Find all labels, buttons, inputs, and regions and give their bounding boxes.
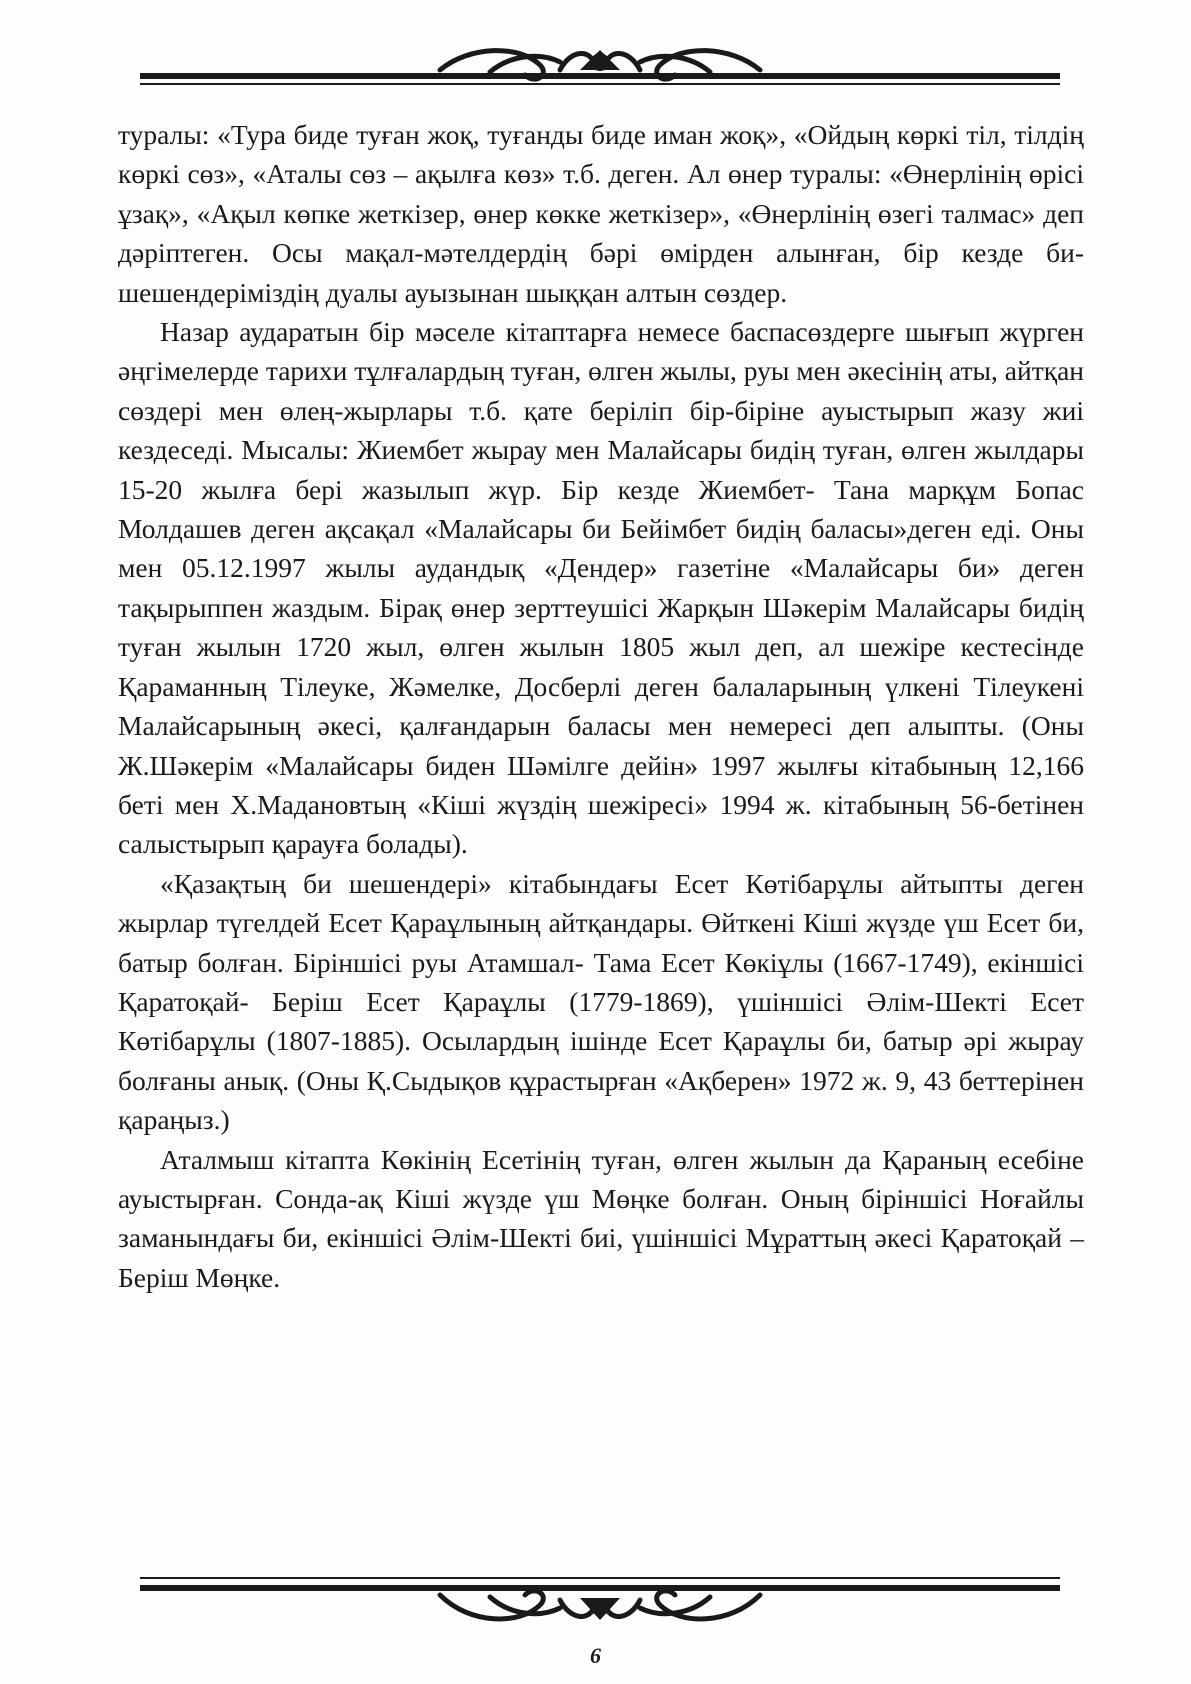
scroll-ornament-icon: [140, 40, 1060, 110]
paragraph-4: Аталмыш кітапта Көкінің Есетінің туған, өлген жылын да Қараның есебіне ауыстырған. Сонда-ақ Кіші жүзде үш Мөңке болған. Оның біріншісі Ноғайлы заманындағы би, екіншісі Әлім-Шекті биі, үшіншісі Мұраттың әкесі Қаратоқай – Беріш Мөңке.: [118, 1143, 1084, 1293]
paragraph-1: туралы: «Тура биде туған жоқ, туғанды биде иман жоқ», «Ойдың көркі тіл, тілдің көркі сөз», «Аталы сөз – ақылға көз» т.б. деген. Ал өнер туралы: «Өнерлінің өрісі ұзақ», «Ақыл көпке жеткізер, өнер көкке жеткізер», «Өнерлінің өзегі талмас» деп дәріптеген. Осы мақал-мәтелдердің бәрі өмірден алынған, бір кезде би-шешендеріміздің дуалы ауызынан шыққан алтын сөздер.: [118, 119, 1084, 308]
scroll-ornament-icon: [140, 1565, 1060, 1635]
paragraph-2: Назар аударатын бір мәселе кітаптарға немесе баспасөздерге шығып жүрген әңгімелерде тарихи тұлғалардың туған, өлген жылы, руы мен әкесінің аты, айтқан сөздері мен өлең-жырлары т.б. қате беріліп бір-біріне ауыстырып жазу жиі кездеседі. Мысалы: Жиембет жырау мен Малайсары бидің туған, өлген жылдары 15-20 жылға бері жазылып жүр. Бір кезде Жиембет- Тана марқұм Бопас Молдашев деген ақсақал «Малайсары би Бейімбет бидің баласы»деген еді. Оны мен 05.12.1997 жылы аудандық «Дендер» газетіне «Малайсары би» деген тақырыппен жаздым. Бірақ өнер зерттеушісі Жарқын Шәкерім Малайсары бидің туған жылын 1720 жыл, өлген жылын 1805 жыл деп, ал шежіре кестесінде Қараманның Тілеуке, Жәмелке, Досберлі деген балаларының үлкені Тілеукені Малайсарының әкесі, қалғандарын баласы мен немересі деп алыпты. (Оны Ж.Шәкерім «Малайсары биден Шәмілге дейін» 1997 жылғы кітабының 12,166 беті мен Х.Мадановтың «Кіші жүздің шежіресі» 1994 ж. кітабының 56-бетінен салыстырып қарауға болады).: [118, 316, 1084, 860]
paragraph-3: «Қазақтың би шешендері» кітабындағы Есет Көтібарұлы айтыпты деген жырлар түгелдей Есет Қараұлының айтқандары. Өйткені Кіші жүзде үш Есет би, батыр болған. Біріншісі руы Атамшал- Тама Есет Көкіұлы (1667-1749), екіншісі Қаратоқай- Беріш Есет Қараұлы (1779-1869), үшіншісі Әлім-Шекті Есет Көтібарұлы (1807-1885). Осылардың ішінде Есет Қараұлы би, батыр әрі жырау болғаны анық. (Оны Қ.Сыдықов құрастырған «Ақберен» 1972 ж. 9, 43 беттерінен қараңыз.): [118, 867, 1084, 1136]
main-text: [118, 115, 1084, 1297]
top-ornament: [140, 40, 1060, 110]
page-number: 6: [590, 1643, 601, 1668]
bottom-ornament: [140, 1565, 1060, 1635]
